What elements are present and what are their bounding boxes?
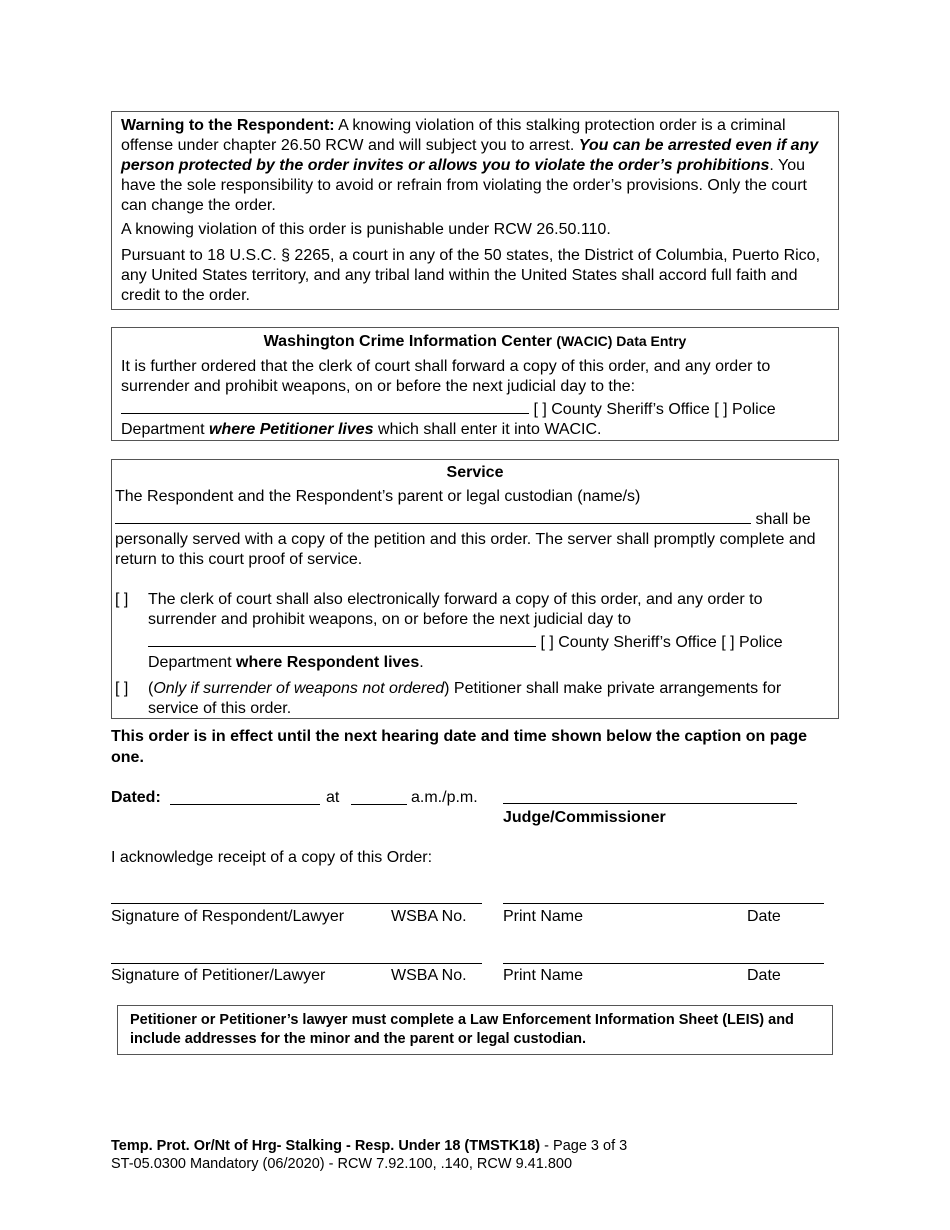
- wacic-options: [ ] County Sheriff’s Office [ ] Police: [533, 401, 776, 418]
- service-item-2-body: ) Petitioner shall make private arrangements for service of this order.: [148, 680, 782, 717]
- petitioner-wsba-label: WSBA No.: [391, 967, 467, 984]
- wacic-dept: Department: [121, 421, 205, 438]
- petitioner-date-label: Date: [747, 967, 781, 984]
- violation-paragraph: A knowing violation of this order is punishable under RCW 26.50.110.: [121, 221, 611, 238]
- service-item-2: [115, 679, 835, 719]
- warning-paragraph: [121, 116, 829, 216]
- wacic-agency-blank[interactable]: [121, 397, 529, 414]
- service-title: Service: [446, 464, 504, 481]
- service-item-2-condition: Only if surrender of weapons not ordered: [153, 680, 445, 697]
- wacic-title-small: (WACIC) Data Entry: [556, 333, 687, 349]
- wacic-box: [111, 327, 839, 441]
- wacic-tail: which shall enter it into WACIC.: [378, 421, 602, 438]
- service-item-2-text: [148, 679, 835, 719]
- service-item-2-checkbox[interactable]: [ ]: [115, 680, 129, 697]
- service-line-3: personally served with a copy of the petition and this order. The server shall promptly complete and return to this court proof of service.: [115, 531, 816, 568]
- judge-signature-line[interactable]: [503, 803, 797, 804]
- service-item-1-dept-line: [148, 653, 835, 673]
- service-item-1: [115, 590, 835, 673]
- shall-be: shall be: [755, 511, 811, 528]
- date-blank[interactable]: [170, 804, 320, 805]
- service-item-1-period: .: [419, 654, 424, 671]
- dated-at: at: [326, 789, 340, 806]
- service-agency-blank[interactable]: [148, 630, 536, 647]
- warning-text: A knowing violation of this stalking protection order is a criminal offense under chapter 26.50 RCW and will subject you to arrest.: [121, 117, 786, 154]
- footer-form-title: Temp. Prot. Or/Nt of Hrg- Stalking - Resp. Under 18 (TMSTK18): [111, 1138, 541, 1154]
- warning-text-2: . You have the sole responsibility to avoid or refrain from violating the order’s provisions. Only the court can change the order.: [121, 157, 807, 214]
- warning-box: [111, 111, 839, 310]
- warning-label: Warning to the Respondent:: [121, 117, 335, 134]
- wacic-title: [121, 331, 829, 352]
- wacic-agency-line: [121, 397, 829, 420]
- warning-emphasis: You can be arrested even if any person protected by the order invites or allows you to violate the order’s prohibitions: [121, 137, 819, 174]
- petitioner-signature-line[interactable]: [111, 963, 482, 964]
- acknowledge-text: I acknowledge receipt of a copy of this Order:: [111, 849, 433, 866]
- petitioner-print-label: Print Name: [503, 967, 584, 984]
- service-item-1-where: where Respondent lives: [236, 654, 420, 671]
- wacic-text: It is further ordered that the clerk of court shall forward a copy of this order, and any order to surrender and prohibit weapons, on or before the next judicial day to the:: [121, 358, 771, 395]
- respondent-signature-line[interactable]: [111, 903, 482, 904]
- footer-page: - Page 3 of 3: [540, 1138, 628, 1154]
- service-item-2-open: (: [148, 680, 154, 697]
- service-item-1-dept: Department: [148, 654, 232, 671]
- petitioner-signature-label: Signature of Petitioner/Lawyer: [111, 967, 326, 984]
- service-box: [111, 459, 839, 719]
- effect-statement: This order is in effect until the next hearing date and time shown below the caption on page one.: [111, 728, 808, 766]
- service-item-1-checkbox[interactable]: [ ]: [115, 591, 129, 608]
- service-name-line: [115, 507, 835, 530]
- respondent-wsba-label: WSBA No.: [391, 908, 467, 925]
- service-item-1-options: [ ] County Sheriff’s Office [ ] Police: [540, 634, 783, 651]
- dated-ampm: a.m./p.m.: [411, 789, 478, 806]
- service-item-1-text: The clerk of court shall also electronically forward a copy of this order, and any order to surrender and prohibit weapons, on or before the next judicial day to: [148, 591, 763, 628]
- respondent-signature-label: Signature of Respondent/Lawyer: [111, 908, 345, 925]
- respondent-print-line[interactable]: [503, 903, 824, 904]
- respondent-date-label: Date: [747, 908, 781, 925]
- service-line-1: The Respondent and the Respondent’s parent or legal custodian (name/s): [115, 488, 641, 505]
- footer-form-number: ST-05.0300 Mandatory (06/2020) - RCW 7.92.100, .140, RCW 9.41.800: [111, 1156, 573, 1172]
- dated-label: Dated:: [111, 789, 161, 806]
- custodian-name-blank[interactable]: [115, 507, 751, 524]
- wacic-dept-line: [121, 420, 829, 440]
- respondent-print-label: Print Name: [503, 908, 584, 925]
- footer-title-line: [111, 1137, 627, 1155]
- leis-note-box: [117, 1005, 833, 1055]
- full-faith-paragraph: Pursuant to 18 U.S.C. § 2265, a court in any of the 50 states, the District of Columbia, Puerto Rico, any United States territory, and any tribal land within the United States shall accord full faith and credit to the order.: [121, 247, 821, 304]
- time-blank[interactable]: [351, 804, 407, 805]
- leis-note-text: Petitioner or Petitioner’s lawyer must complete a Law Enforcement Information Sheet (LEIS) and include addresses for the minor and the parent or legal custodian.: [130, 1012, 794, 1047]
- service-item-1-agency-line: [148, 630, 835, 653]
- wacic-title-main: Washington Crime Information Center: [263, 333, 552, 350]
- wacic-where: where Petitioner lives: [209, 421, 374, 438]
- judge-label: Judge/Commissioner: [503, 809, 666, 826]
- petitioner-print-line[interactable]: [503, 963, 824, 964]
